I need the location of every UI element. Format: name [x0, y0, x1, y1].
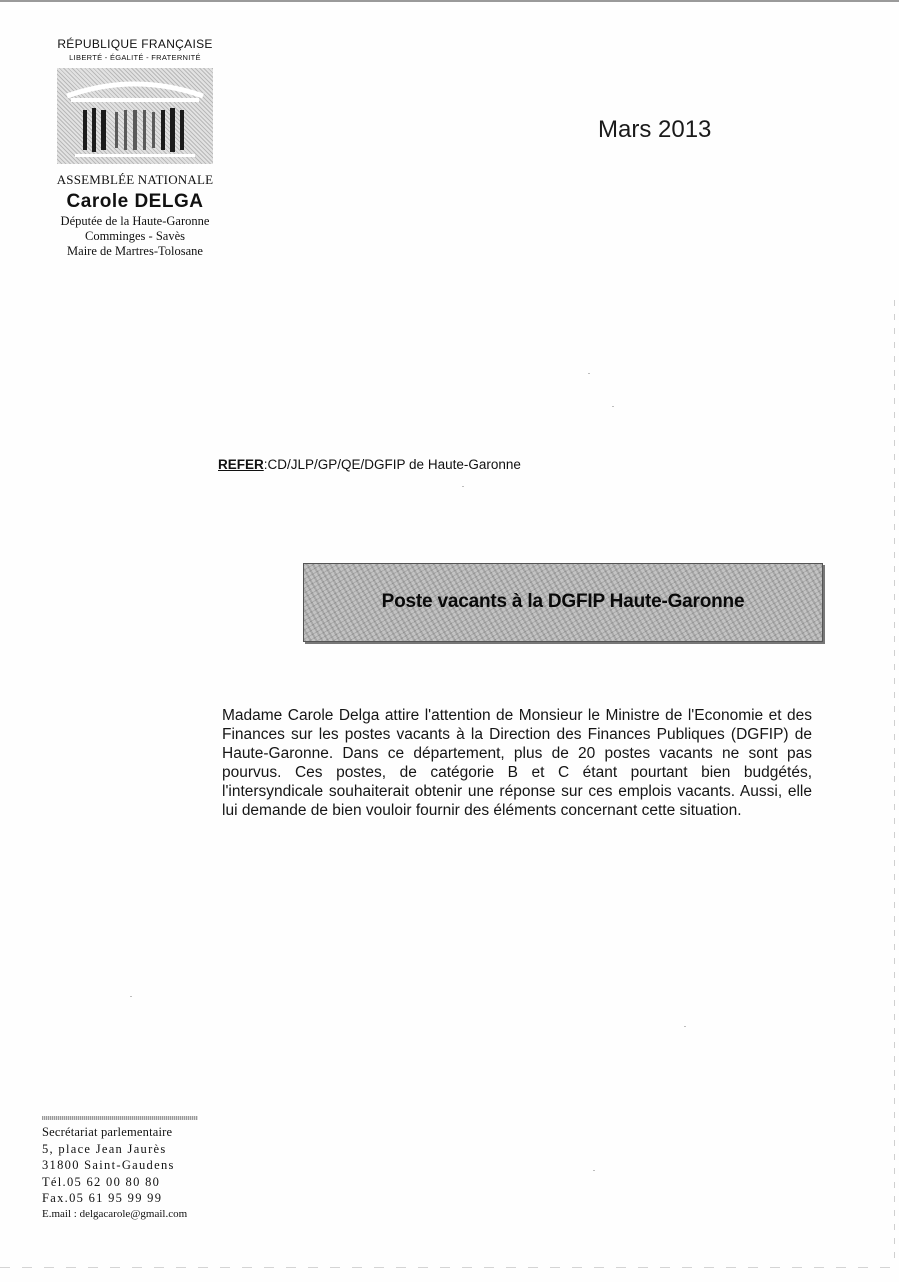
scan-speck [612, 406, 614, 407]
footer-email: E.mail : delgacarole@gmail.com [42, 1207, 188, 1220]
scan-speck [130, 996, 132, 997]
footer-city: 31800 Saint-Gaudens [42, 1158, 175, 1172]
footer-office: Secrétariat parlementaire [42, 1125, 173, 1139]
deputy-name: Carole DELGA [66, 191, 204, 212]
footer-phone: Tél.05 62 00 80 80 [42, 1174, 161, 1189]
secretariat-footer [42, 1116, 202, 1222]
deputy-mayor-role: Maire de Martres-Tolosane [67, 244, 203, 258]
letterhead [40, 36, 230, 259]
scan-speck [462, 486, 464, 487]
footer-street: 5, place Jean Jaurès [42, 1141, 167, 1156]
assemblee-nationale-emblem-icon [57, 68, 213, 164]
footer-divider [42, 1116, 198, 1120]
letter-body: Madame Carole Delga attire l'attention de Monsieur le Ministre de l'Economie et des Finances sur les postes vacants à la Direction des Finances Publiques (DGFIP) de Haute-Garonne. Dans ce département, plus de 20 postes vacants ne sont pas pourvus. Ces postes, de catégorie B et C étant pourtant bien budgétés, l'intersyndicale souhaiterait obtenir une réponse sur ces emplois vacants. Aussi, elle lui demande de bien vouloir fournir des éléments concernant cette situation. [222, 707, 812, 819]
top-scan-edge [0, 0, 899, 2]
reference-line [218, 457, 521, 472]
subject-title: Poste vacants à la DGFIP Haute-Garonne [381, 591, 745, 612]
reference-label: REFER [218, 457, 264, 472]
deputy-role: Députée de la Haute-Garonne [60, 214, 210, 228]
scan-speck [588, 373, 590, 374]
right-scan-edge [894, 300, 895, 1260]
assembly-name: ASSEMBLÉE NATIONALE [56, 172, 214, 187]
scan-speck [684, 1026, 686, 1027]
letter-date: Mars 2013 [598, 116, 712, 143]
subject-box [303, 563, 823, 642]
reference-value: :CD/JLP/GP/QE/DGFIP de Haute-Garonne [263, 457, 521, 472]
republic-title: RÉPUBLIQUE FRANÇAISE [57, 37, 213, 51]
emblem-drawing [57, 68, 213, 164]
republic-motto: LIBERTÉ - ÉGALITÉ - FRATERNITÉ [69, 53, 201, 62]
deputy-constituency: Comminges - Savès [85, 229, 185, 243]
footer-fax: Fax.05 61 95 99 99 [42, 1191, 163, 1205]
scan-speck [593, 1170, 595, 1171]
bottom-scan-edge [0, 1267, 899, 1268]
